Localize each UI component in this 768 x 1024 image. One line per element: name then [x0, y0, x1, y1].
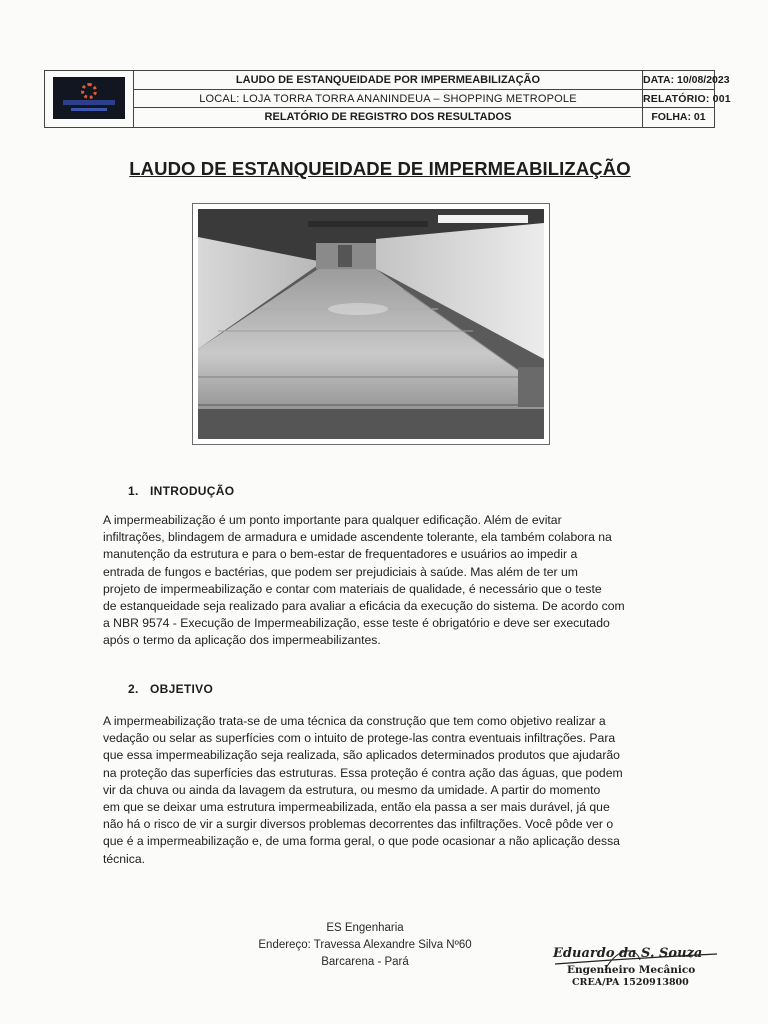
company-logo-icon: [53, 77, 125, 119]
section-text-introduction: A impermeabilização é um ponto importante para qualquer edificação. Além de evitar infiltrações, blindagem de armadura e umidade ascendente tolerante, ela também colabora na manutenção da estrutura e para o bem-estar de frequentadores e usuários ao impedir a entrada de fungos e bactérias, que podem ser prejudiciais à saúde. Mas além de ter um projeto de impermeabilização e contar com materiais de qualidade, é necessário que o teste de estanqueidade seja realizado para avaliar a eficácia da execução do sistema. De acordo com a NBR 9574 - Execução de Impermeabilização, esse teste é obrigatório e deve ser executado após o termo da aplicação dos impermeabilizantes.: [103, 513, 625, 648]
section-text-objective: A impermeabilização trata-se de uma técnica da construção que tem como objetivo realizar a vedação ou selar as superfícies com o intuito de protege-las contra eventuais infiltrações. Para que essa impermeabilização seja realizada, são aplicados determinados produtos que ajudarão na proteção das superfícies das estruturas. Essa proteção é contra ação das águas, que podem vir da chuva ou ainda da lavagem da estrutura, ou mesmo da umidade. A partir do momento em que se deixar uma estrutura impermeabilizada, então ela passa a ser mais durável, já que não há o risco de vir a surgir diversos problemas decorrentes das infiltrações. Você pôde ver o que é a impermeabilização e, de uma forma geral, o que pode ocasionar a não aplicação dessa técnica.: [103, 714, 623, 866]
header-right: [643, 71, 731, 127]
inspection-photo: [192, 203, 550, 445]
engineer-role: Engenheiro Mecânico: [567, 964, 696, 976]
section-heading-objective: 2. OBJETIVO: [128, 682, 214, 696]
section-heading-introduction: 1. INTRODUÇÃO: [128, 484, 235, 498]
signature-name: Eduardo da S. Souza: [553, 946, 703, 961]
engineer-registration: CREA/PA 1520913800: [572, 977, 689, 988]
company-name: ES Engenharia: [326, 922, 404, 934]
header-subtitle: RELATÓRIO DE REGISTRO DOS RESULTADOS: [264, 111, 512, 123]
document-title: LAUDO DE ESTANQUEIDADE DE IMPERMEABILIZAÇÃO: [129, 158, 631, 179]
company-city: Barcarena - Pará: [321, 956, 409, 968]
header-middle: [134, 71, 643, 127]
header-sheet: FOLHA: 01: [651, 111, 706, 123]
header-report-number: RELATÓRIO: 001: [643, 90, 714, 108]
engineer-signature-stamp: [545, 940, 725, 1000]
header-location: LOCAL: LOJA TORRA TORRA ANANINDEUA – SHOPPING METROPOLE: [134, 90, 642, 108]
header-title: LAUDO DE ESTANQUEIDADE POR IMPERMEABILIZAÇÃO: [134, 71, 642, 90]
document-header-table: [44, 70, 731, 128]
company-footer: [230, 920, 500, 971]
header-date: DATA: 10/08/2023: [643, 71, 714, 90]
company-address: Endereço: Travessa Alexandre Silva Nº60: [258, 939, 472, 951]
corridor-photo-image: [198, 209, 544, 439]
logo-cell: [45, 71, 134, 127]
